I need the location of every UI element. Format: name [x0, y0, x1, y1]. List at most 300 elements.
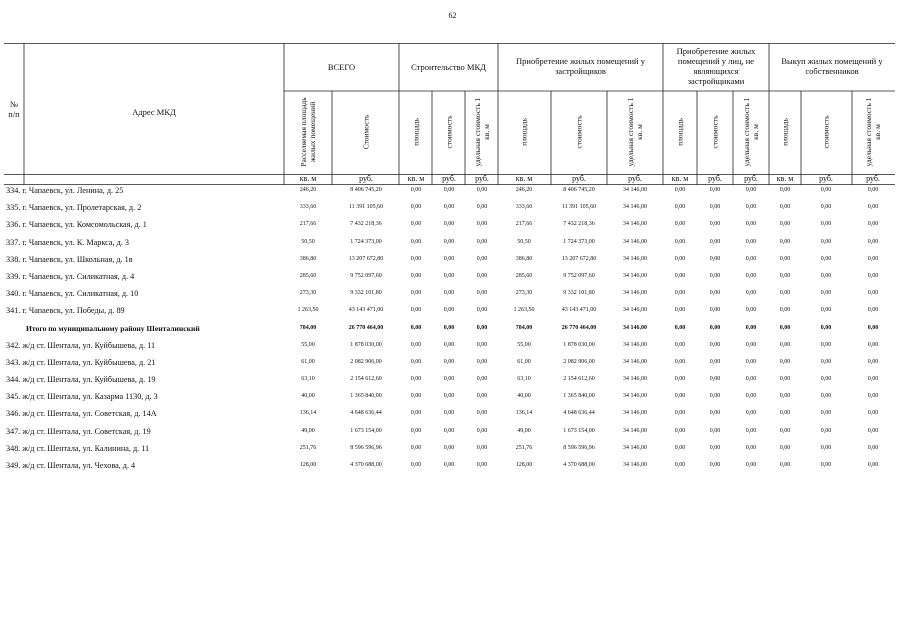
header-no: № п/п [8, 99, 20, 119]
row-address: 334. г. Чапаевск, ул. Ленина, д. 25 [6, 186, 124, 195]
row-value: 0,00 [709, 462, 721, 468]
table-header [4, 43, 895, 185]
row-value: 0,00 [443, 462, 455, 468]
row-value: 0,00 [709, 393, 721, 400]
row-value: 0,00 [820, 427, 832, 434]
table-row [4, 271, 895, 288]
row-value: 4 648 636,44 [563, 410, 595, 417]
row-value: 0,00 [867, 290, 879, 297]
row-value: 0,00 [410, 324, 422, 331]
row-value: 0,00 [709, 444, 721, 451]
header-unitcost-buyout: удельная стоимость 1 кв. м [864, 97, 882, 167]
row-value: 0,00 [745, 393, 757, 400]
row-value: 0,00 [674, 187, 686, 193]
row-value: 34 146,00 [623, 255, 647, 262]
row-value: 8 596 596,96 [350, 444, 382, 451]
row-value: 0,00 [674, 462, 686, 468]
row-value: 0,00 [779, 462, 791, 468]
row-value: 128,00 [515, 462, 533, 468]
header-unitcost-developers: удельная стоимость 1 кв. м [626, 97, 644, 167]
row-address: 349. ж/д ст. Шентала, ул. Чехова, д. 4 [6, 461, 136, 470]
row-value: 0,00 [674, 427, 686, 434]
row-value: 386,80 [299, 255, 317, 262]
row-value: 0,00 [820, 255, 832, 262]
row-value: 0,00 [779, 376, 791, 383]
unit-label: руб. [442, 174, 456, 183]
header-area-construction: площадь [411, 118, 421, 146]
table-total-row [4, 323, 895, 340]
row-value: 0,00 [410, 290, 422, 297]
row-value: 0,00 [745, 444, 757, 451]
row-value: 8 406 745,20 [350, 187, 382, 193]
unit-label: руб. [819, 174, 833, 183]
row-value: 0,00 [674, 204, 686, 211]
row-value: 0,00 [410, 444, 422, 451]
row-value: 0,00 [867, 393, 879, 400]
row-value: 251,76 [515, 444, 533, 451]
row-value: 0,00 [709, 307, 721, 314]
row-value: 0,00 [820, 376, 832, 383]
row-address: 346. ж/д ст. Шентала, ул. Советская, д. 14А [6, 409, 157, 419]
row-value: 0,00 [820, 444, 832, 451]
row-value: 4 370 688,00 [350, 462, 382, 468]
row-value: 55,00 [517, 341, 531, 348]
unit-label: кв. м [776, 174, 794, 183]
row-value: 4 370 688,00 [563, 462, 595, 468]
row-value: 0,00 [709, 358, 721, 365]
unit-label: кв. м [515, 174, 533, 183]
row-value: 136,14 [515, 410, 533, 417]
row-value: 40,00 [517, 393, 531, 400]
row-value: 13 207 672,80 [561, 255, 597, 262]
table-row [4, 460, 895, 477]
row-value: 0,00 [745, 187, 757, 193]
row-value: 0,00 [779, 393, 791, 400]
row-value: 0,00 [674, 324, 686, 331]
unit-label: руб. [628, 174, 642, 183]
row-value: 0,00 [410, 238, 422, 245]
row-value: 0,00 [410, 410, 422, 417]
row-value: 0,00 [779, 187, 791, 193]
header-group-construction: Строительство МКД [411, 62, 486, 72]
table-row [4, 237, 895, 254]
unit-label: кв. м [671, 174, 689, 183]
row-value: 50,50 [517, 238, 531, 245]
row-value: 0,00 [779, 427, 791, 434]
unit-label: руб. [708, 174, 722, 183]
row-value: 0,00 [476, 393, 488, 400]
row-value: 34 146,00 [623, 204, 647, 211]
row-value: 34 146,00 [623, 358, 647, 365]
row-value: 0,00 [476, 221, 488, 228]
row-address: 342. ж/д ст. Шентала, ул. Куйбышева, д. 11 [6, 340, 156, 350]
header-cost-total: Стоимость [361, 114, 371, 150]
row-value: 0,00 [820, 462, 832, 468]
row-value: 0,00 [867, 410, 879, 417]
row-value: 34 146,00 [623, 238, 647, 245]
row-value: 0,00 [745, 358, 757, 365]
row-value: 0,00 [674, 238, 686, 245]
row-value: 0,00 [709, 324, 721, 331]
row-value: 0,00 [410, 255, 422, 262]
row-value: 0,00 [779, 238, 791, 245]
row-value: 0,00 [410, 204, 422, 211]
row-value: 0,00 [867, 255, 879, 262]
row-value: 0,00 [867, 307, 879, 314]
row-value: 0,00 [820, 393, 832, 400]
row-value: 0,00 [745, 238, 757, 245]
row-value: 1 673 154,00 [563, 427, 595, 434]
row-value: 0,00 [443, 307, 455, 314]
row-value: 0,00 [820, 238, 832, 245]
row-value: 40,00 [301, 393, 315, 400]
row-value: 1 365 840,00 [350, 393, 382, 400]
row-address: 337. г. Чапаевск, ул. К. Маркса, д. 3 [6, 237, 129, 247]
row-value: 0,00 [476, 376, 488, 383]
unit-label: руб. [744, 174, 758, 183]
row-value: 0,00 [820, 410, 832, 417]
row-value: 0,00 [820, 272, 832, 279]
header-group-buyout: Выкуп жилых помещений у собственников [781, 56, 883, 76]
row-value: 0,00 [867, 341, 879, 348]
row-value: 1 263,50 [513, 307, 535, 314]
row-value: 34 146,00 [623, 376, 647, 383]
row-value: 7 432 218,36 [350, 221, 382, 228]
table-row [4, 426, 895, 443]
row-value: 273,30 [299, 290, 317, 297]
row-value: 0,00 [674, 393, 686, 400]
row-value: 333,60 [299, 204, 317, 211]
row-value: 273,30 [515, 290, 533, 297]
row-value: 34 146,00 [623, 187, 647, 193]
header-cost-non-developers: стоимость [710, 115, 720, 149]
row-value: 0,00 [443, 410, 455, 417]
table-row [4, 408, 895, 425]
row-value: 0,00 [443, 221, 455, 228]
header-area-developers: площадь [519, 118, 529, 146]
row-value: 0,00 [476, 444, 488, 451]
row-value: 1 724 373,00 [350, 238, 382, 245]
row-value: 0,00 [867, 358, 879, 365]
row-value: 0,00 [867, 238, 879, 245]
row-value: 0,00 [674, 358, 686, 365]
row-value: 0,00 [443, 324, 455, 331]
row-value: 0,00 [674, 221, 686, 228]
header-cost-construction: стоимость [444, 115, 454, 149]
row-value: 0,00 [779, 290, 791, 297]
table-row [4, 357, 895, 374]
row-value: 0,00 [443, 427, 455, 434]
row-value: 0,00 [745, 204, 757, 211]
row-value: 1 724 373,00 [563, 238, 595, 245]
header-group-non-developers: Приобретение жилых помещений у лиц, не являющихся застройщиками [676, 46, 756, 86]
row-value: 0,00 [779, 272, 791, 279]
table-row [4, 254, 895, 271]
row-value: 8 406 745,20 [563, 187, 595, 193]
row-value: 0,00 [443, 341, 455, 348]
row-value: 0,00 [745, 376, 757, 383]
row-value: 0,00 [745, 307, 757, 314]
row-value: 0,00 [443, 204, 455, 211]
row-value: 0,00 [709, 238, 721, 245]
row-value: 1 673 154,00 [350, 427, 382, 434]
row-address: 335. г. Чапаевск, ул. Пролетарская, д. 2 [6, 203, 142, 213]
row-value: 0,00 [476, 462, 488, 468]
row-value: 1 263,50 [297, 307, 319, 314]
row-value: 0,00 [820, 358, 832, 365]
unit-label: руб. [866, 174, 880, 183]
row-value: 285,60 [515, 272, 533, 279]
row-value: 34 146,00 [623, 221, 647, 228]
unit-label: кв. м [299, 174, 317, 183]
row-value: 0,00 [476, 324, 488, 331]
row-value: 0,00 [674, 272, 686, 279]
row-value: 0,00 [779, 204, 791, 211]
row-value: 13 207 672,80 [348, 255, 384, 262]
row-value: 55,00 [301, 341, 315, 348]
row-value: 9 752 097,60 [350, 272, 382, 279]
row-value: 0,00 [745, 324, 757, 331]
row-value: 0,00 [476, 341, 488, 348]
row-value: 386,80 [515, 255, 533, 262]
row-address: 348. ж/д ст. Шентала, ул. Калинина, д. 11 [6, 443, 150, 453]
row-value: 0,00 [410, 187, 422, 193]
row-value: 0,00 [779, 341, 791, 348]
row-value: 0,00 [410, 462, 422, 468]
row-value: 333,60 [515, 204, 533, 211]
row-value: 11 391 105,60 [561, 204, 597, 211]
row-value: 0,00 [709, 187, 721, 193]
row-value: 49,00 [301, 427, 315, 434]
table-row [4, 185, 895, 202]
row-value: 2 082 906,00 [563, 358, 595, 365]
row-value: 34 146,00 [623, 462, 647, 468]
row-value: 0,00 [709, 427, 721, 434]
row-value: 34 146,00 [623, 427, 647, 434]
row-address: 347. ж/д ст. Шентала, ул. Советская, д. 19 [6, 426, 151, 436]
row-value: 0,00 [410, 272, 422, 279]
row-value: 285,60 [299, 272, 317, 279]
row-value: 49,00 [517, 427, 531, 434]
row-value: 0,00 [709, 376, 721, 383]
row-value: 0,00 [476, 187, 488, 193]
table-row [4, 219, 895, 236]
unit-label: руб. [359, 174, 373, 183]
row-value: 0,00 [476, 410, 488, 417]
row-value: 0,00 [745, 255, 757, 262]
unit-label: руб. [572, 174, 586, 183]
row-value: 11 391 105,60 [348, 204, 384, 211]
row-value: 0,00 [443, 376, 455, 383]
row-value: 0,00 [867, 204, 879, 211]
row-value: 1 878 030,00 [350, 341, 382, 348]
row-value: 0,00 [443, 272, 455, 279]
unit-label: кв. м [407, 174, 425, 183]
row-address: 339. г. Чапаевск, ул. Силикатная, д. 4 [6, 271, 135, 281]
table-row [4, 202, 895, 219]
row-value: 0,00 [443, 444, 455, 451]
unit-label: руб. [475, 174, 489, 183]
row-value: 61,00 [517, 358, 531, 365]
row-value: 1 878 030,00 [563, 341, 595, 348]
table-row [4, 443, 895, 460]
row-value: 9 752 097,60 [563, 272, 595, 279]
row-value: 0,00 [820, 204, 832, 211]
header-area-buyout: площадь [780, 118, 790, 146]
row-value: 8 596 596,96 [563, 444, 595, 451]
row-address: 340. г. Чапаевск, ул. Силикатная, д. 10 [6, 289, 139, 299]
row-value: 26 770 464,00 [348, 324, 384, 331]
table-row [4, 374, 895, 391]
row-value: 0,00 [867, 462, 879, 468]
row-value: 0,00 [410, 393, 422, 400]
row-value: 0,00 [867, 444, 879, 451]
row-value: 0,00 [476, 290, 488, 297]
header-unitcost-non-developers: удельная стоимость 1 кв. м [742, 97, 760, 167]
header-cost-developers: стоимость [574, 115, 584, 149]
row-value: 63,10 [301, 376, 315, 383]
row-value: 0,00 [410, 307, 422, 314]
row-value: 0,00 [443, 255, 455, 262]
row-address: 343. ж/д ст. Шентала, ул. Куйбышева, д. 21 [6, 357, 156, 367]
row-value: 43 143 471,00 [561, 307, 597, 314]
row-value: 34 146,00 [623, 290, 647, 297]
row-value: 217,66 [515, 221, 533, 228]
row-value: 0,00 [779, 358, 791, 365]
row-value: 246,20 [515, 187, 533, 193]
header-area-non-developers: площадь [675, 118, 685, 146]
row-value: 0,00 [820, 341, 832, 348]
row-value: 0,00 [867, 427, 879, 434]
row-value: 0,00 [674, 376, 686, 383]
row-value: 0,00 [443, 393, 455, 400]
row-value: 0,00 [674, 255, 686, 262]
table-body [4, 185, 895, 477]
row-value: 0,00 [476, 204, 488, 211]
row-value: 34 146,00 [623, 341, 647, 348]
row-value: 0,00 [476, 255, 488, 262]
table-row [4, 391, 895, 408]
row-value: 0,00 [709, 410, 721, 417]
row-value: 0,00 [867, 324, 879, 331]
row-value: 2 082 906,00 [350, 358, 382, 365]
row-value: 0,00 [820, 187, 832, 193]
row-value: 0,00 [745, 272, 757, 279]
row-value: 0,00 [745, 462, 757, 468]
row-address: 345. ж/д ст. Шентала, ул. Казарма 1130, д. 3 [6, 392, 158, 402]
row-value: 0,00 [709, 272, 721, 279]
row-value: 0,00 [410, 376, 422, 383]
table-row [4, 305, 895, 322]
row-value: 26 770 464,00 [561, 324, 597, 331]
header-address: Адрес МКД [132, 107, 176, 117]
row-value: 9 332 101,80 [563, 290, 595, 297]
row-value: 34 146,00 [623, 444, 647, 451]
header-unitcost-construction: удельная стоимость 1 кв. м [473, 97, 491, 167]
row-value: 0,00 [709, 341, 721, 348]
row-value: 246,20 [299, 187, 317, 193]
table-row [4, 288, 895, 305]
row-value: 34 146,00 [623, 393, 647, 400]
row-value: 0,00 [779, 324, 791, 331]
row-value: 0,00 [745, 341, 757, 348]
row-value: 0,00 [745, 410, 757, 417]
row-value: 0,00 [476, 427, 488, 434]
row-value: 0,00 [476, 307, 488, 314]
row-value: 0,00 [674, 410, 686, 417]
row-value: 0,00 [709, 204, 721, 211]
row-value: 0,00 [820, 221, 832, 228]
row-value: 0,00 [867, 187, 879, 193]
row-value: 0,00 [867, 221, 879, 228]
row-value: 0,00 [674, 290, 686, 297]
row-value: 0,00 [745, 221, 757, 228]
row-value: 0,00 [779, 221, 791, 228]
page-number: 62 [448, 11, 457, 20]
row-value: 2 154 612,60 [350, 376, 382, 383]
row-value: 0,00 [820, 324, 832, 331]
row-value: 7 432 218,36 [563, 221, 595, 228]
row-value: 0,00 [443, 238, 455, 245]
row-value: 0,00 [709, 290, 721, 297]
row-value: 4 648 636,44 [350, 410, 382, 417]
row-value: 34 146,00 [623, 272, 647, 279]
row-value: 34 146,00 [623, 307, 647, 314]
row-address: Итого по муниципальному району Шенталинский [26, 323, 200, 333]
row-value: 0,00 [867, 272, 879, 279]
header-cost-buyout: стоимость [821, 115, 831, 149]
row-value: 0,00 [476, 358, 488, 365]
row-value: 0,00 [745, 427, 757, 434]
row-value: 61,00 [301, 358, 315, 365]
header-group-total: ВСЕГО [327, 62, 356, 72]
row-value: 0,00 [410, 341, 422, 348]
row-value: 34 146,00 [623, 410, 647, 417]
row-value: 784,00 [515, 324, 533, 331]
row-value: 0,00 [443, 358, 455, 365]
row-value: 0,00 [410, 358, 422, 365]
row-value: 0,00 [674, 307, 686, 314]
row-value: 0,00 [476, 272, 488, 279]
row-value: 0,00 [410, 221, 422, 228]
row-value: 50,50 [301, 238, 315, 245]
row-value: 251,76 [299, 444, 317, 451]
row-value: 0,00 [410, 427, 422, 434]
row-value: 2 154 612,60 [563, 376, 595, 383]
row-value: 784,00 [299, 324, 317, 331]
row-value: 0,00 [443, 290, 455, 297]
row-value: 0,00 [820, 307, 832, 314]
row-value: 0,00 [779, 307, 791, 314]
row-address: 341. г. Чапаевск, ул. Победы, д. 89 [6, 306, 125, 316]
row-address: 336. г. Чапаевск, ул. Комсомольская, д. 1 [6, 220, 147, 230]
row-value: 0,00 [867, 376, 879, 383]
header-settled-area: Расселяемая площадь жилых помещений [299, 97, 317, 167]
row-value: 0,00 [779, 444, 791, 451]
row-value: 0,00 [779, 410, 791, 417]
table-row [4, 340, 895, 357]
row-value: 217,66 [299, 221, 317, 228]
row-value: 0,00 [674, 341, 686, 348]
row-value: 43 143 471,00 [348, 307, 384, 314]
row-value: 0,00 [674, 444, 686, 451]
row-value: 0,00 [709, 255, 721, 262]
row-value: 128,00 [299, 462, 317, 468]
row-value: 63,10 [517, 376, 531, 383]
row-value: 34 146,00 [623, 324, 647, 331]
header-group-developers: Приобретение жилых помещений у застройщиков [516, 56, 645, 76]
row-value: 1 365 840,00 [563, 393, 595, 400]
